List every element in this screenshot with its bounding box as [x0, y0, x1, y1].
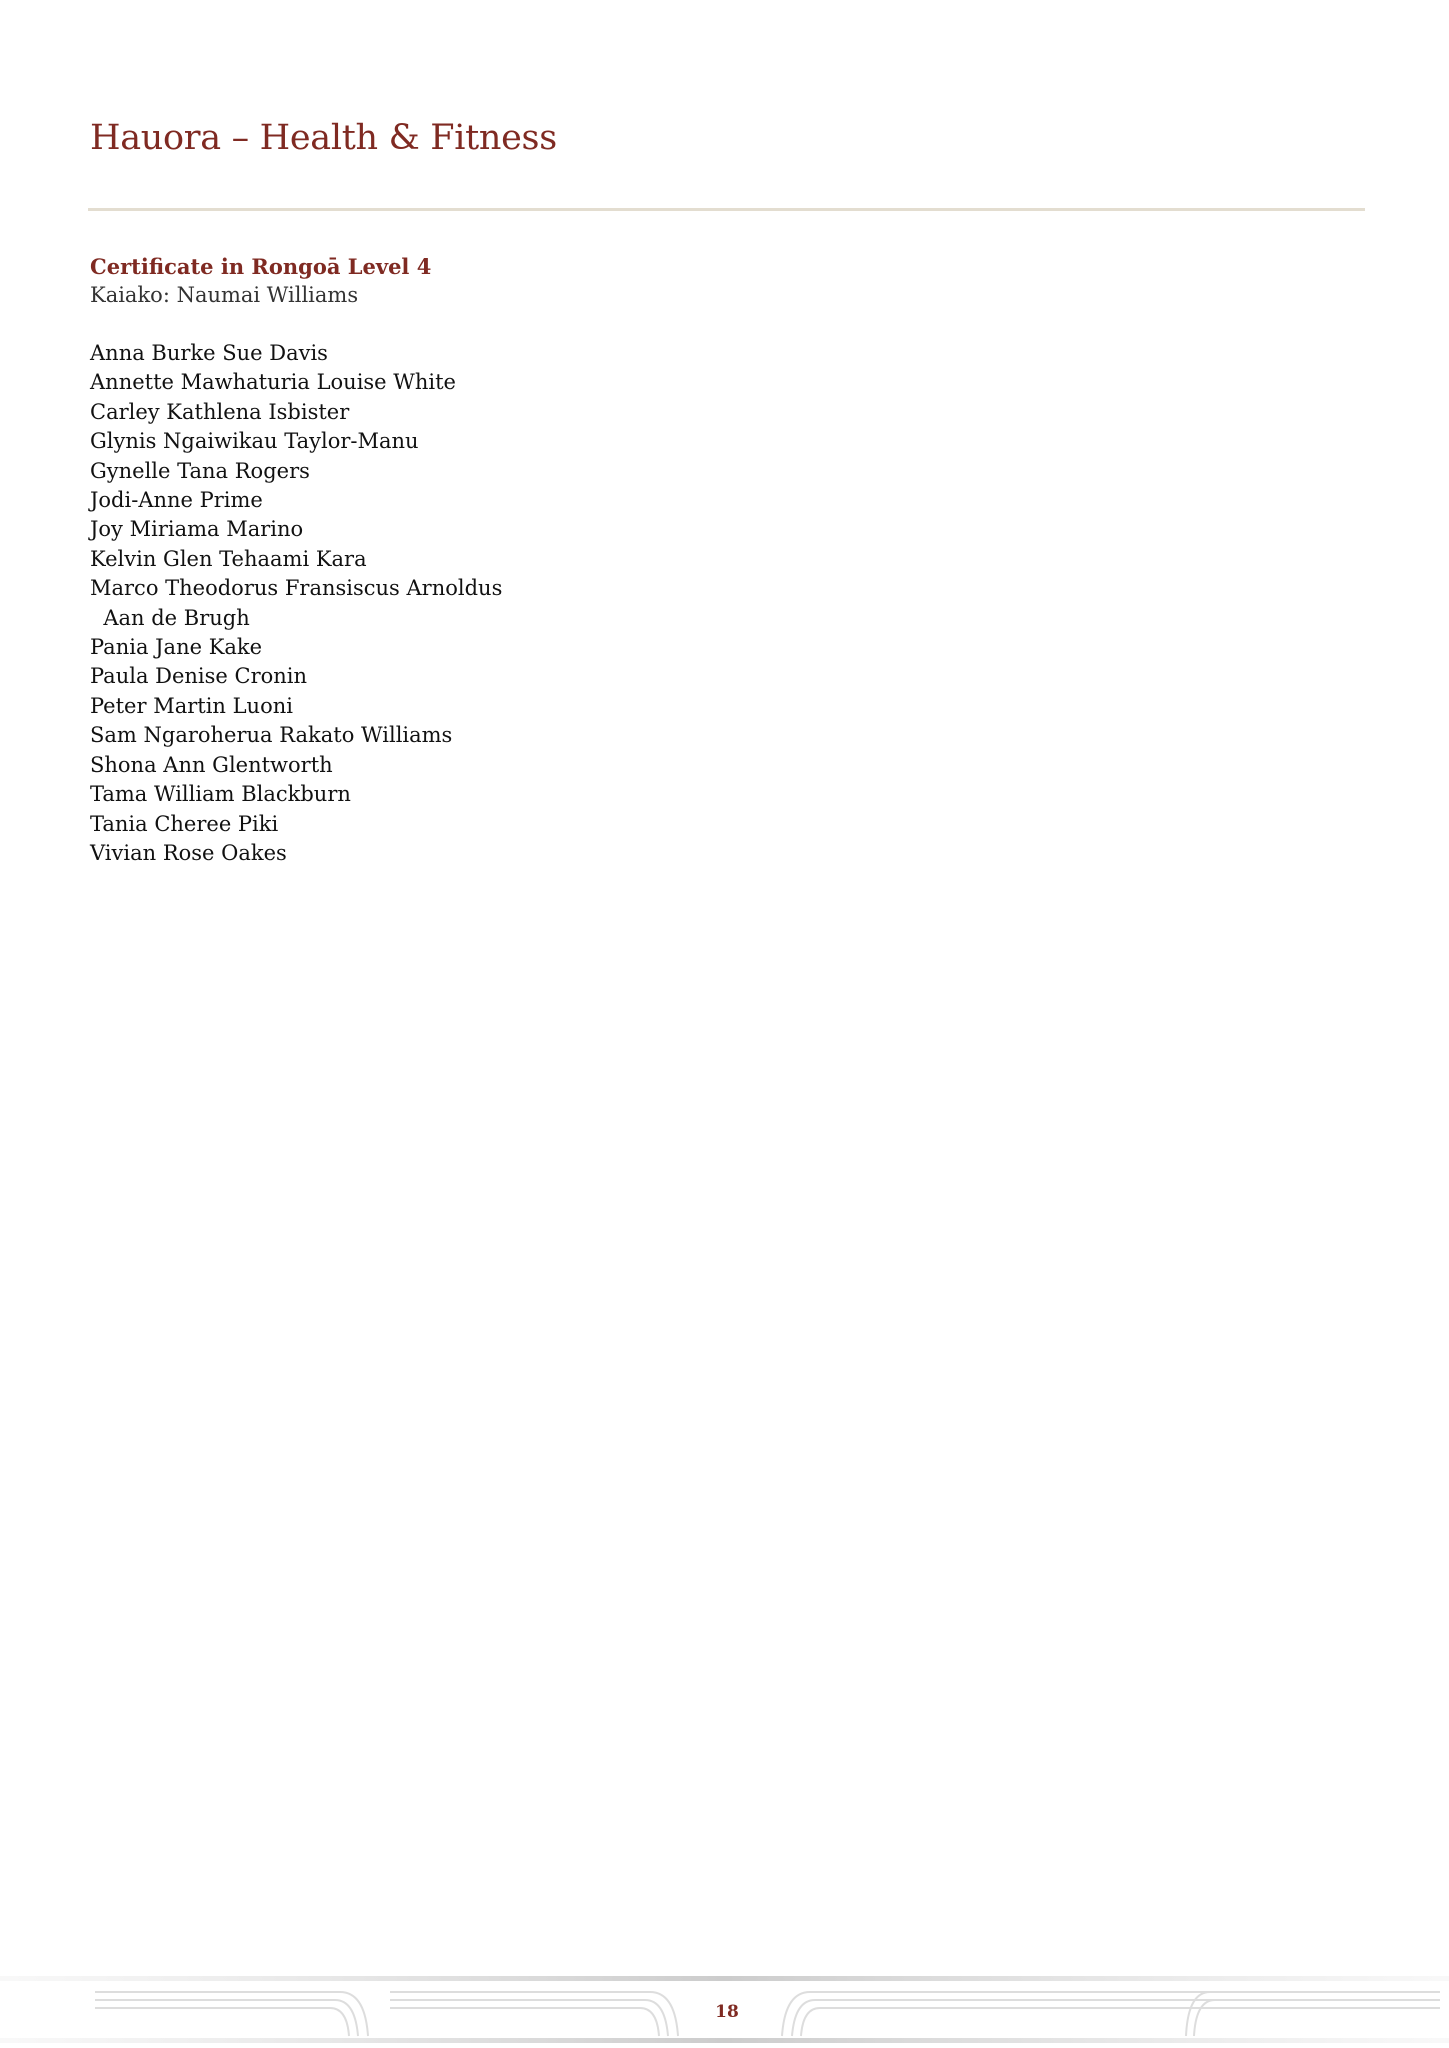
- graduate-name: Aan de Brugh: [90, 605, 250, 630]
- graduate-list: [90, 339, 502, 868]
- graduate-name: Gynelle Tana Rogers: [90, 458, 310, 483]
- graduate-name: Anna Burke Sue Davis: [90, 341, 328, 365]
- tutor-line: Kaiako: Naumai Williams: [90, 283, 359, 307]
- graduate-name: Sam Ngaroherua Rakato Williams: [90, 723, 453, 748]
- page-number: 18: [715, 2002, 739, 2022]
- graduate-name: Paula Denise Cronin: [90, 664, 308, 689]
- page-title: Hauora – Health & Fitness: [90, 118, 557, 158]
- graduate-name: Vivian Rose Oakes: [90, 840, 287, 865]
- graduate-name: Peter Martin Luoni: [90, 693, 293, 718]
- graduate-name: Jodi-Anne Prime: [90, 488, 263, 513]
- graduate-name: Annette Mawhaturia Louise White: [90, 370, 456, 395]
- graduate-name: Kelvin Glen Tehaami Kara: [90, 546, 367, 571]
- graduate-name: Joy Miriama Marino: [90, 517, 304, 542]
- graduate-name: Carley Kathlena Isbister: [90, 399, 350, 424]
- graduate-name: Pania Jane Kake: [90, 635, 263, 660]
- graduate-name: Marco Theodorus Fransiscus Arnoldus: [90, 576, 503, 601]
- header-divider: [88, 208, 1365, 211]
- graduate-name: Glynis Ngaiwikau Taylor-Manu: [90, 429, 419, 454]
- certificate-section: [90, 252, 502, 868]
- graduate-name: Shona Ann Glentworth: [90, 752, 333, 777]
- graduate-name: Tama William Blackburn: [90, 782, 351, 807]
- graduate-name: Tania Cheree Piki: [90, 811, 279, 836]
- certificate-heading: Certificate in Rongoā Level 4: [90, 254, 432, 279]
